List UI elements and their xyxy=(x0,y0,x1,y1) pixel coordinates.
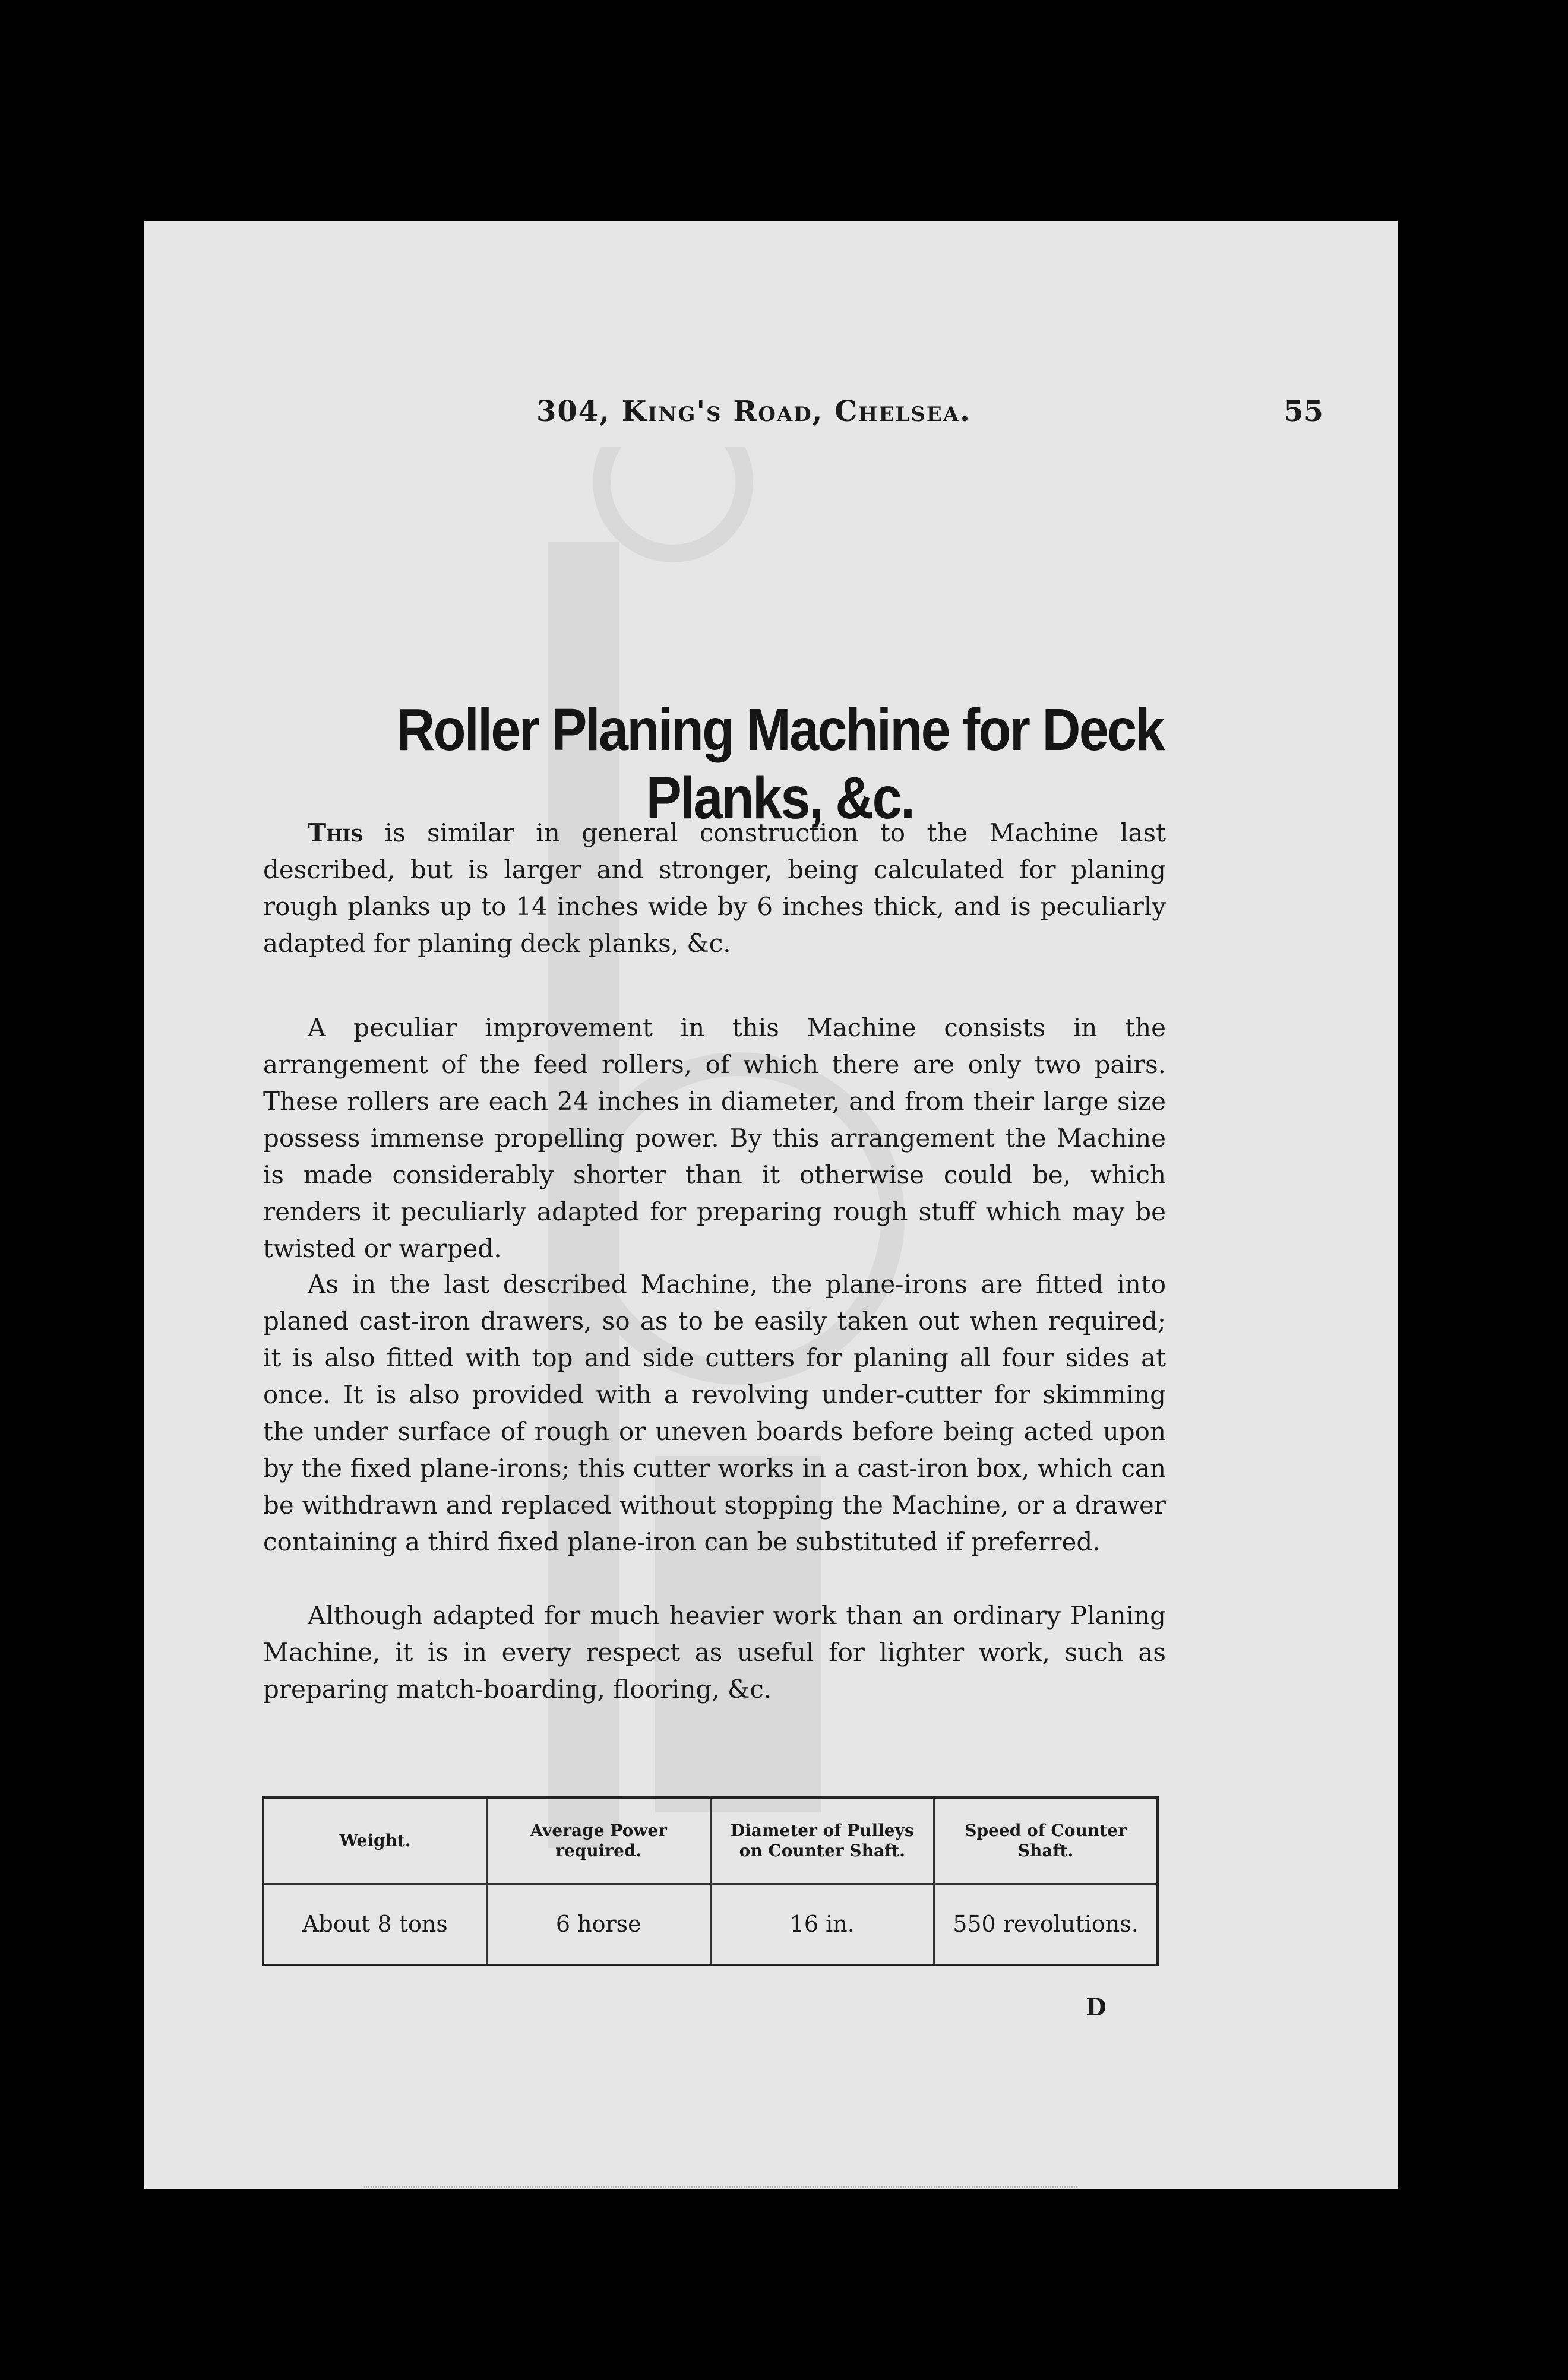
specifications-table xyxy=(262,1796,1159,1966)
cell-average-power: 6 horse xyxy=(487,1884,711,1965)
paragraph-3: As in the last described Machine, the plane-irons are fitted into planed cast-iron drawers, so as to be easily taken out when required; it is also fitted with top and side cutters for planing all four sides at once. It is also provided with a revolving under-cutter for skimming the under surface of rough or uneven boards before being acted upon by the fixed plane-irons; this cutter works in a cast-iron box, which can be withdrawn and replaced without stopping the Machine, or a drawer containing a third fixed plane-iron can be substituted if preferred. xyxy=(263,1270,1166,1556)
header-pulley-diameter: Diameter of Pulleys on Counter Shaft. xyxy=(710,1797,934,1884)
table-header-row xyxy=(263,1797,1158,1884)
header-weight: Weight. xyxy=(263,1797,487,1884)
signature-mark: D xyxy=(1086,1993,1107,2021)
cell-weight: About 8 tons xyxy=(263,1884,487,1965)
paragraph-1-text: is similar in general construction to the Machine last described, but is larger and stronger, being calculated for planing rough planks up to 14 inches wide by 6 inches thick, and is peculiarly adapted for planing deck planks, &c. xyxy=(263,818,1166,958)
header-shaft-speed: Speed of Counter Shaft. xyxy=(934,1797,1158,1884)
running-head: 304, King's Road, Chelsea. xyxy=(536,395,971,428)
cell-pulley-diameter: 16 in. xyxy=(710,1884,934,1965)
paragraph-4: Although adapted for much heavier work than an ordinary Planing Machine, it is in every respect as useful for lighter work, such as preparing match-boarding, flooring, &c. xyxy=(263,1601,1166,1704)
cell-shaft-speed: 550 revolutions. xyxy=(934,1884,1158,1965)
bottom-rule xyxy=(364,2186,1077,2188)
paragraph-1 xyxy=(263,815,1166,962)
table-row xyxy=(263,1884,1158,1965)
book-page xyxy=(144,221,1398,2189)
paragraph-1-lead: This xyxy=(308,818,363,847)
page-header xyxy=(536,395,1323,442)
header-average-power: Average Power required. xyxy=(487,1797,711,1884)
page-number: 55 xyxy=(1284,395,1323,428)
section-title: Roller Planing Machine for Deck Planks, &c. xyxy=(396,697,1164,831)
paragraph-2: A peculiar improvement in this Machine consists in the arrangement of the feed rollers, of which there are only two pairs. These rollers are each 24 inches in diameter, and from their large size possess immense propelling power. By this arrangement the Machine is made considerably shorter than it otherwise could be, which renders it peculiarly adapted for preparing rough stuff which may be twisted or warped. xyxy=(263,1013,1166,1263)
